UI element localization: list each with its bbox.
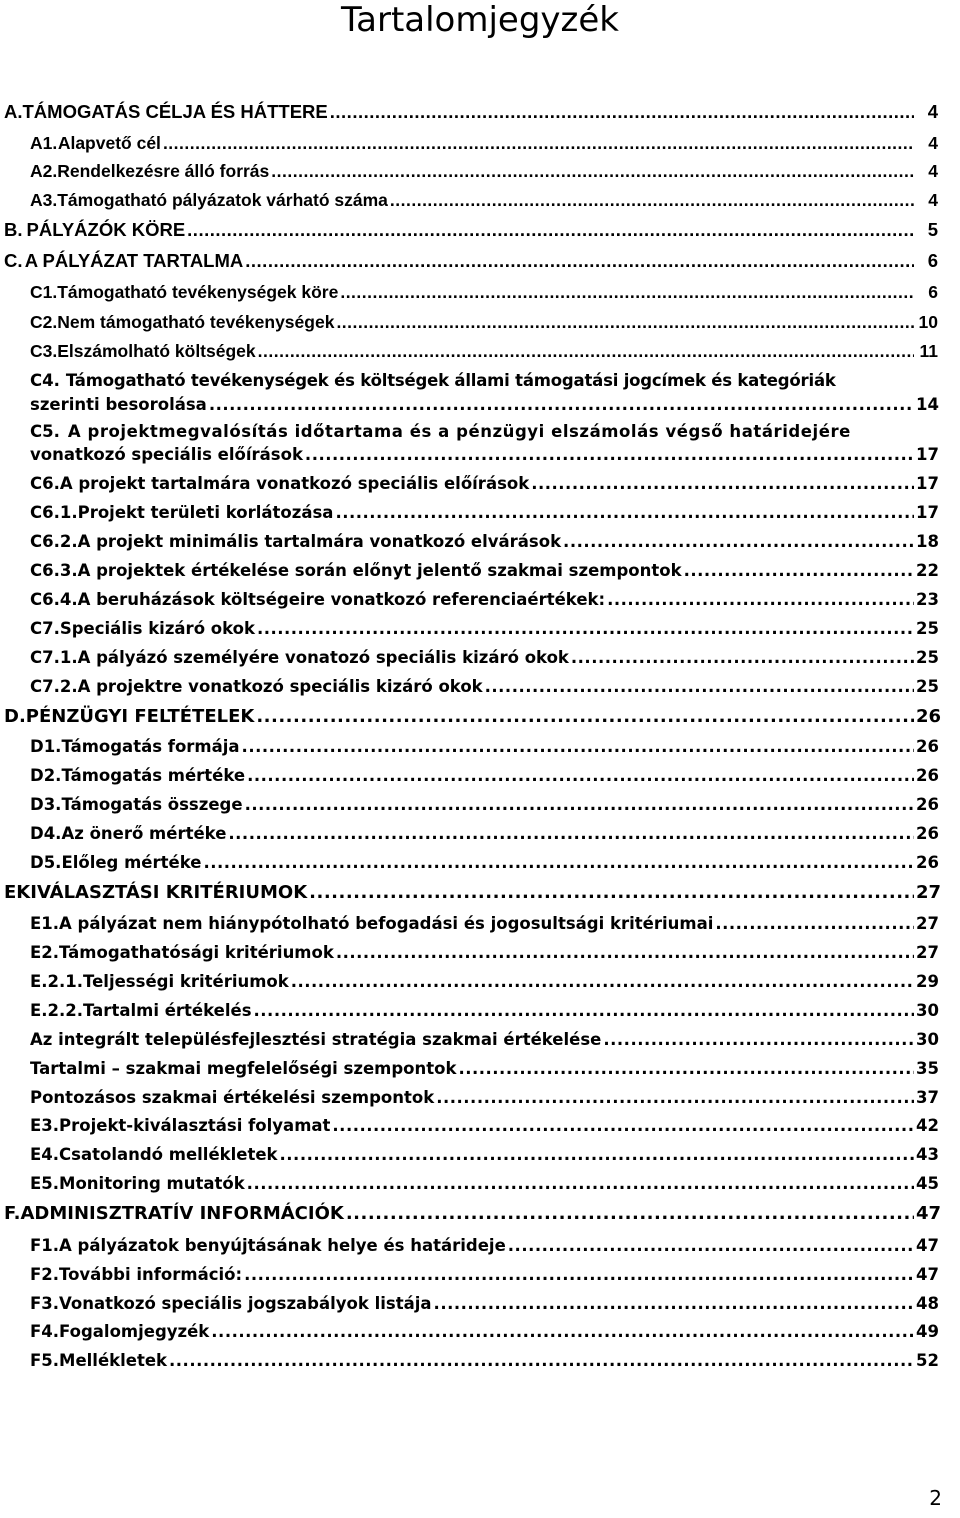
- toc-entry-c[interactable]: [4, 249, 938, 273]
- toc-entry-c2[interactable]: [30, 310, 938, 334]
- toc-page: 23: [916, 590, 939, 609]
- toc-page: 48: [916, 1294, 939, 1313]
- toc-entry-its-ertekeles[interactable]: [30, 1028, 938, 1052]
- toc-leader: [531, 472, 914, 496]
- toc-leader: [332, 1114, 914, 1138]
- toc-page: 47: [916, 1236, 939, 1255]
- toc-page: 37: [916, 1088, 939, 1107]
- toc-leader: [335, 501, 914, 525]
- toc-number: C6.4.: [30, 590, 78, 609]
- toc-number: D1.: [30, 737, 62, 756]
- toc-entry-a2[interactable]: [30, 159, 938, 183]
- toc-leader: [211, 1320, 914, 1344]
- toc-entry-c7-1[interactable]: [30, 646, 938, 670]
- toc-number: E2.: [30, 943, 60, 962]
- toc-title: Támogatás mértéke: [61, 766, 246, 785]
- toc-number: D.: [4, 706, 26, 727]
- toc-leader: [242, 735, 914, 759]
- toc-leader: [254, 999, 914, 1023]
- toc-title: Fogalomjegyzék: [59, 1322, 210, 1341]
- toc-entry-c3[interactable]: [30, 339, 938, 363]
- toc-leader: [346, 1202, 914, 1226]
- toc-title: A projektmegvalósítás időtartama és a pénzügyi elszámolás végső határidejére: [67, 422, 851, 441]
- toc-page: 43: [916, 1145, 939, 1164]
- toc-page: 27: [916, 914, 939, 933]
- toc-number: E3.: [30, 1116, 60, 1135]
- toc-title: Projekt-kiválasztási folyamat: [59, 1116, 331, 1135]
- toc-entry-d1[interactable]: [30, 735, 938, 759]
- toc-title: A projekt tartalmára vonatkozó speciális előírások: [59, 474, 530, 493]
- toc-number: E1.: [30, 914, 60, 933]
- toc-leader: [684, 559, 914, 583]
- toc-entry-a1[interactable]: [30, 131, 938, 155]
- toc-entry-a3[interactable]: [30, 188, 938, 212]
- toc-title: A projektek értékelése során előnyt jelentő szakmai szempontok: [77, 561, 682, 580]
- toc-page: 26: [916, 824, 939, 843]
- toc-leader: [436, 1086, 914, 1110]
- toc-number: F1.: [30, 1236, 60, 1255]
- toc-title-continued: vonatkozó speciális előírások: [30, 445, 303, 464]
- toc-number: C6.: [30, 474, 60, 493]
- toc-title: Csatolandó mellékletek: [59, 1145, 278, 1164]
- toc-number: F2.: [30, 1265, 60, 1284]
- toc-page: 27: [916, 943, 939, 962]
- toc-title: A beruházások költségeire vonatkozó referenciaértékek:: [77, 590, 606, 609]
- page-number: 2: [929, 1486, 942, 1510]
- toc-leader: [247, 764, 914, 788]
- toc-title: Előleg mértéke: [61, 853, 202, 872]
- toc-number: F4.: [30, 1322, 60, 1341]
- toc-title: Támogatható pályázatok várható száma: [57, 190, 388, 210]
- toc-entry-e5[interactable]: [30, 1172, 938, 1196]
- toc-leader: [245, 793, 914, 817]
- toc-page: 10: [918, 312, 938, 332]
- toc-number: E: [4, 882, 17, 903]
- toc-title: A PÁLYÁZAT TARTALMA: [24, 250, 244, 271]
- toc-number: C2.: [30, 312, 58, 332]
- toc-number: E5.: [30, 1174, 60, 1193]
- toc-entry-e[interactable]: [4, 881, 942, 905]
- toc-entry-f3[interactable]: [30, 1292, 938, 1316]
- toc-entry-e1[interactable]: [30, 912, 938, 936]
- toc-title: A pályázatok benyújtásának helye és határideje: [59, 1236, 506, 1255]
- toc-number: A.: [4, 101, 23, 122]
- toc-leader: [245, 249, 914, 273]
- toc-entry-e4[interactable]: [30, 1143, 938, 1167]
- toc-leader: [390, 188, 914, 212]
- toc-entry-c5-line1[interactable]: [30, 420, 954, 444]
- toc-title: Monitoring mutatók: [59, 1174, 245, 1193]
- toc-title: Teljességi kritériumok: [83, 972, 289, 991]
- toc-leader: [458, 1057, 914, 1081]
- toc-entry-f2[interactable]: [30, 1263, 938, 1287]
- toc-page: 25: [916, 677, 939, 696]
- toc-leader: [434, 1292, 914, 1316]
- toc-leader: [228, 822, 914, 846]
- toc-leader: [258, 339, 914, 363]
- toc-number: D4.: [30, 824, 62, 843]
- toc-number: F.: [4, 1203, 21, 1224]
- toc-entry-e-2-1[interactable]: [30, 970, 938, 994]
- toc-number: C6.2.: [30, 532, 78, 551]
- toc-title: Vonatkozó speciális jogszabályok listája: [59, 1294, 432, 1313]
- toc-number: D3.: [30, 795, 62, 814]
- toc-page: 25: [916, 619, 939, 638]
- toc-leader: [330, 100, 914, 124]
- toc-title: PÁLYÁZÓK KÖRE: [26, 219, 186, 240]
- toc-leader: [508, 1234, 914, 1258]
- toc-page: 30: [916, 1001, 939, 1020]
- toc-number: A3.: [30, 190, 58, 210]
- toc-leader: [291, 970, 914, 994]
- toc-title: Az önerő mértéke: [61, 824, 227, 843]
- toc-entry-d5[interactable]: [30, 851, 938, 875]
- toc-entry-b[interactable]: [4, 218, 938, 242]
- toc-entry-c7-2[interactable]: [30, 675, 938, 699]
- toc-page: 14: [916, 395, 939, 414]
- toc-page: 4: [928, 190, 938, 210]
- toc-leader: [169, 1349, 914, 1373]
- toc-title: Alapvető cél: [57, 133, 161, 153]
- toc-title: Támogatás összege: [61, 795, 243, 814]
- toc-entry-d3[interactable]: [30, 793, 938, 817]
- toc-title: Nem támogatható tevékenységek: [57, 312, 335, 332]
- toc-title: Támogatható tevékenységek köre: [57, 282, 339, 302]
- toc-leader: [256, 705, 914, 729]
- toc-entry-c4[interactable]: [30, 393, 938, 417]
- toc-leader: [305, 443, 914, 467]
- toc-entry-c1[interactable]: [30, 280, 938, 304]
- toc-title: Pontozásos szakmai értékelési szempontok: [30, 1088, 435, 1107]
- toc-number: A1.: [30, 133, 58, 153]
- toc-entry-f5[interactable]: [30, 1349, 938, 1373]
- toc-number: E4.: [30, 1145, 60, 1164]
- toc-page: 6: [928, 282, 938, 302]
- toc-title: TÁMOGATÁS CÉLJA ÉS HÁTTERE: [22, 101, 328, 122]
- toc-entry-f[interactable]: [4, 1202, 942, 1226]
- toc-title: PÉNZÜGYI FELTÉTELEK: [25, 706, 255, 727]
- toc-leader: [485, 675, 914, 699]
- toc-entry-f1[interactable]: [30, 1234, 938, 1258]
- toc-title: Mellékletek: [59, 1351, 168, 1370]
- toc-number: C4.: [30, 371, 60, 390]
- toc-page: 27: [916, 882, 942, 903]
- toc-title: A pályázat nem hiánypótolható befogadási és jogosultsági kritériumai: [59, 914, 714, 933]
- toc-title: Támogatás formája: [61, 737, 240, 756]
- toc-title: Támogatható tevékenységek és költségek állami támogatási jogcímek és kategóriák: [65, 371, 836, 390]
- toc-title: Projekt területi korlátozása: [77, 503, 334, 522]
- toc-page: 47: [916, 1265, 939, 1284]
- toc-leader: [571, 646, 914, 670]
- toc-entry-c6-3[interactable]: [30, 559, 938, 583]
- toc-title: A pályázó személyére vonatozó speciális kizáró okok: [77, 648, 569, 667]
- toc-title: Tartalmi – szakmai megfelelőségi szempontok: [30, 1059, 457, 1078]
- toc-page: 45: [916, 1174, 939, 1193]
- toc-page: 17: [916, 445, 939, 464]
- toc-leader: [336, 941, 914, 965]
- toc-page: 4: [928, 161, 938, 181]
- toc-leader: [603, 1028, 914, 1052]
- toc-entry-d[interactable]: [4, 705, 942, 729]
- toc-title: Rendelkezésre álló forrás: [57, 161, 270, 181]
- toc-page: 35: [916, 1059, 939, 1078]
- toc-entry-c6-4[interactable]: [30, 588, 938, 612]
- toc-entry-c6[interactable]: [30, 472, 938, 496]
- toc-leader: [280, 1143, 914, 1167]
- toc-page: 29: [916, 972, 939, 991]
- toc-entry-c5[interactable]: [30, 443, 938, 467]
- toc-number: E.2.1.: [30, 972, 84, 991]
- toc-page: 30: [916, 1030, 939, 1049]
- toc-page: 17: [916, 474, 939, 493]
- toc-page: 26: [916, 795, 939, 814]
- toc-entry-e2[interactable]: [30, 941, 938, 965]
- toc-leader: [247, 1172, 914, 1196]
- toc-leader: [607, 588, 914, 612]
- toc-leader: [336, 310, 914, 334]
- toc-number: F3.: [30, 1294, 60, 1313]
- toc-leader: [209, 393, 914, 417]
- toc-title: Támogathatósági kritériumok: [59, 943, 334, 962]
- toc-entry-e-2-2[interactable]: [30, 999, 938, 1023]
- toc-number: C6.1.: [30, 503, 78, 522]
- toc-title: A projektre vonatkozó speciális kizáró okok: [77, 677, 483, 696]
- toc-number: F5.: [30, 1351, 60, 1370]
- toc-entry-e3[interactable]: [30, 1114, 938, 1138]
- toc-entry-c7[interactable]: [30, 617, 938, 641]
- toc-number: C7.2.: [30, 677, 78, 696]
- toc-entry-tartalmi-szakmai[interactable]: [30, 1057, 938, 1081]
- toc-page: 52: [916, 1351, 939, 1370]
- toc-number: C1.: [30, 282, 58, 302]
- toc-leader: [340, 280, 914, 304]
- toc-page: 5: [927, 219, 938, 240]
- toc-entry-c6-2[interactable]: [30, 530, 938, 554]
- toc-page: 26: [916, 853, 939, 872]
- toc-title: Tartalmi értékelés: [83, 1001, 252, 1020]
- toc-page: 22: [916, 561, 939, 580]
- toc-number: D2.: [30, 766, 62, 785]
- toc-number: C3.: [30, 341, 58, 361]
- toc-entry-pontozasos[interactable]: [30, 1086, 938, 1110]
- toc-leader: [715, 912, 914, 936]
- toc-entry-d2[interactable]: [30, 764, 938, 788]
- toc-title: Az integrált településfejlesztési stratégia szakmai értékelése: [30, 1030, 602, 1049]
- toc-number: D5.: [30, 853, 62, 872]
- toc-page: 49: [916, 1322, 939, 1341]
- toc-title: A projekt minimális tartalmára vonatkozó elvárások: [77, 532, 562, 551]
- page-title: Tartalomjegyzék: [340, 0, 619, 40]
- toc-page: 42: [916, 1116, 939, 1135]
- toc-number: C7.1.: [30, 648, 78, 667]
- toc-title-continued: szerinti besorolása: [30, 395, 207, 414]
- toc-title: Elszámolható költségek: [57, 341, 256, 361]
- toc-leader: [203, 851, 914, 875]
- toc-entry-f4[interactable]: [30, 1320, 938, 1344]
- toc-page: 25: [916, 648, 939, 667]
- toc-number: A2.: [30, 161, 58, 181]
- toc-entry-a[interactable]: [4, 100, 938, 124]
- toc-leader: [309, 881, 914, 905]
- toc-leader: [187, 218, 914, 242]
- toc-title: További információ:: [59, 1265, 243, 1284]
- toc-leader: [271, 159, 914, 183]
- toc-number: B.: [4, 219, 23, 240]
- toc-page: 4: [928, 133, 938, 153]
- toc-number: C7.: [30, 619, 60, 638]
- toc-page: 11: [919, 341, 938, 361]
- toc-leader: [257, 617, 914, 641]
- toc-page: 17: [916, 503, 939, 522]
- toc-title: Speciális kizáró okok: [59, 619, 255, 638]
- toc-number: E.2.2.: [30, 1001, 84, 1020]
- toc-number: C5.: [30, 422, 60, 441]
- toc-page: 26: [916, 706, 942, 727]
- toc-page: 26: [916, 766, 939, 785]
- toc-page: 26: [916, 737, 939, 756]
- toc-title: ADMINISZTRATÍV INFORMÁCIÓK: [20, 1203, 344, 1224]
- toc-page: 18: [916, 532, 939, 551]
- toc-leader: [563, 530, 914, 554]
- toc-entry-c6-1[interactable]: [30, 501, 938, 525]
- toc-number: C6.3.: [30, 561, 78, 580]
- toc-entry-d4[interactable]: [30, 822, 938, 846]
- toc-leader: [163, 131, 914, 155]
- toc-title: KIVÁLASZTÁSI KRITÉRIUMOK: [16, 882, 308, 903]
- toc-page: 47: [916, 1203, 942, 1224]
- toc-number: C.: [4, 250, 23, 271]
- toc-page: 4: [927, 101, 938, 122]
- toc-entry-c4-line1[interactable]: [30, 369, 954, 393]
- toc-page: 6: [927, 250, 938, 271]
- toc-leader: [244, 1263, 914, 1287]
